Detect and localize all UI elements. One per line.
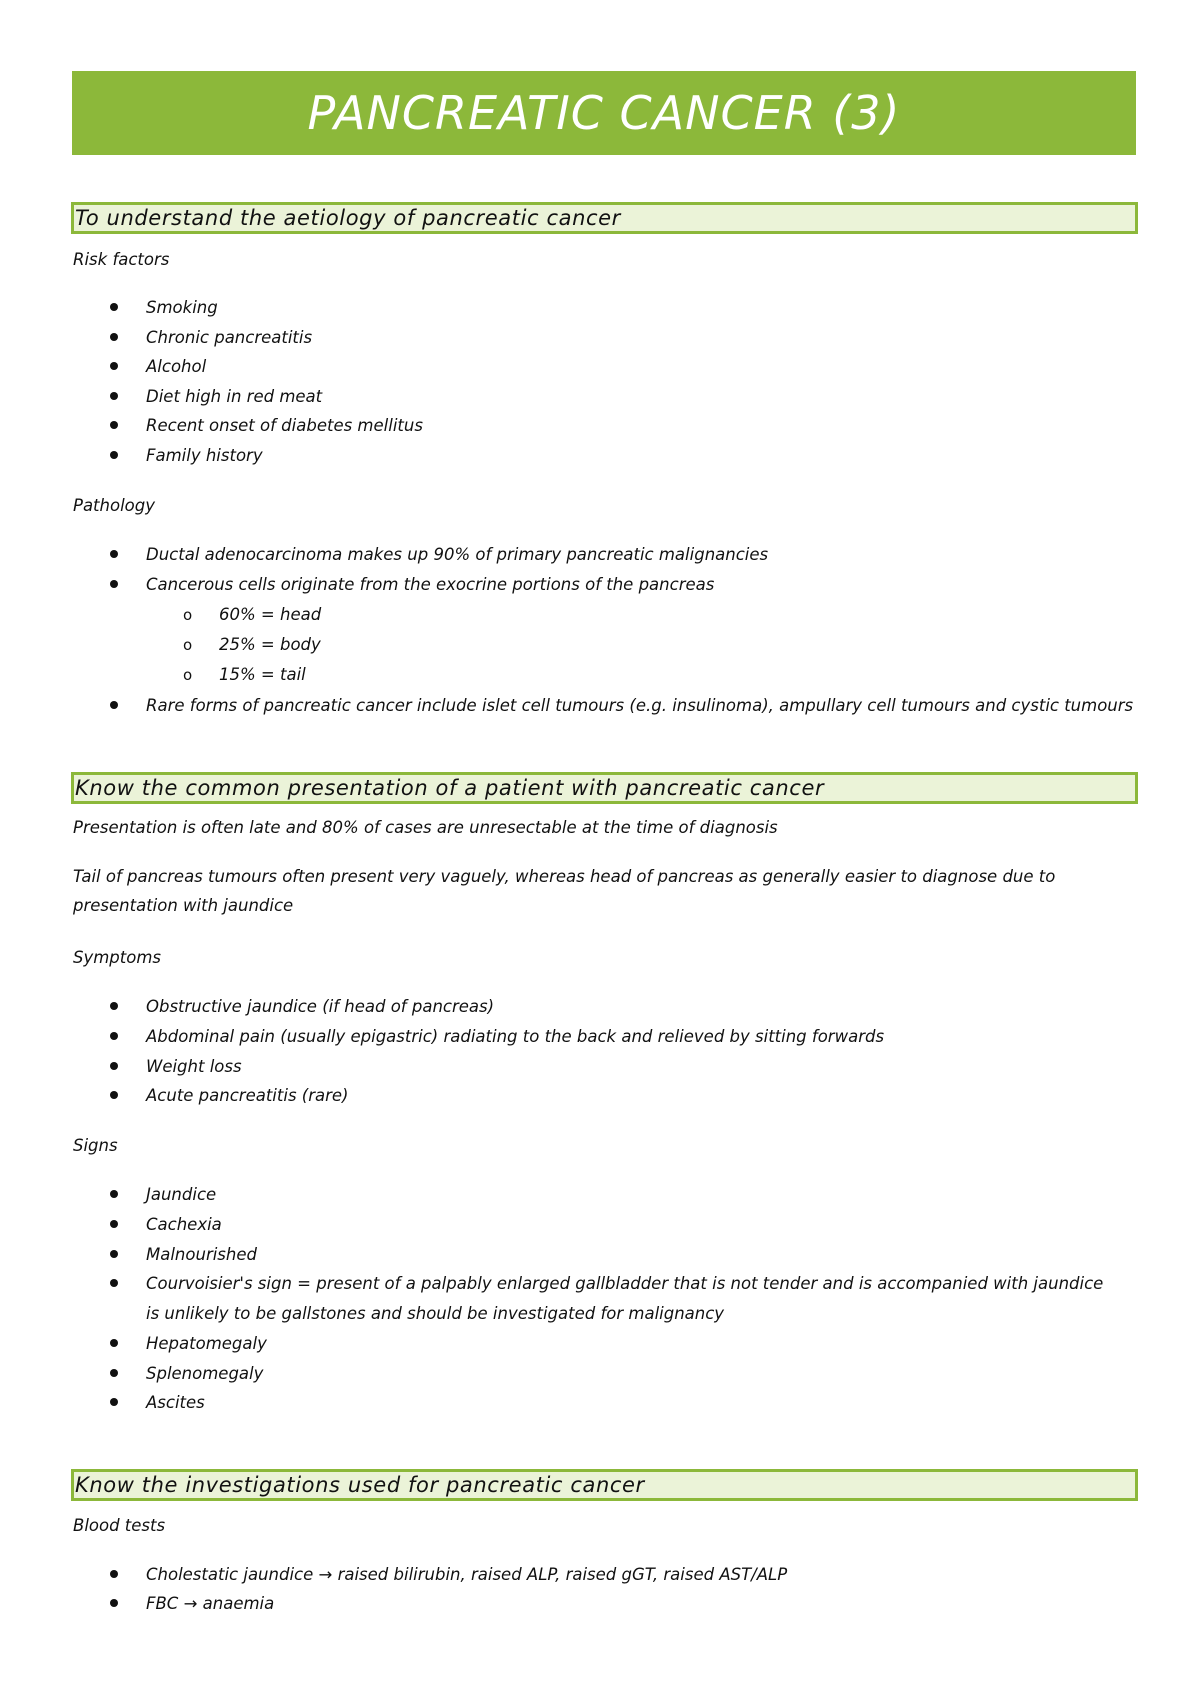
presentation-paragraph: Presentation is often late and 80% of cases are unresectable at the time of diagnosis xyxy=(73,818,778,837)
list-item: Smoking xyxy=(146,298,218,317)
section-heading-investigations: Know the investigations used for pancreatic cancer xyxy=(71,1469,1138,1501)
list-item: Weight loss xyxy=(146,1057,242,1076)
bullet-icon xyxy=(110,1062,118,1070)
section-heading-aetiology: To understand the aetiology of pancreatic cancer xyxy=(71,202,1138,234)
bullet-icon xyxy=(110,1339,118,1347)
bullet-icon xyxy=(110,1250,118,1258)
bullet-icon xyxy=(110,1369,118,1377)
sub-list-item: 25% = body xyxy=(219,635,321,654)
sub-bullet-icon: o xyxy=(183,666,193,684)
bullet-icon xyxy=(110,701,118,709)
list-item: Rare forms of pancreatic cancer include islet cell tumours (e.g. insulinoma), ampullary cell tumours and cystic tumours xyxy=(146,696,1134,715)
list-item: Abdominal pain (usually epigastric) radiating to the back and relieved by sitting forwards xyxy=(146,1027,885,1046)
bullet-icon xyxy=(110,550,118,558)
bullet-icon xyxy=(110,1599,118,1607)
bullet-icon xyxy=(110,1032,118,1040)
signs-label: Signs xyxy=(73,1136,118,1155)
list-item: Ductal adenocarcinoma makes up 90% of primary pancreatic malignancies xyxy=(146,545,769,564)
list-item: Cancerous cells originate from the exocrine portions of the pancreas xyxy=(146,575,715,594)
document-title: PANCREATIC CANCER (3) xyxy=(307,86,901,140)
list-item: Diet high in red meat xyxy=(146,387,323,406)
list-item: Hepatomegaly xyxy=(146,1334,267,1353)
bullet-icon xyxy=(110,1220,118,1228)
list-item: Splenomegaly xyxy=(146,1364,264,1383)
list-item: FBC → anaemia xyxy=(146,1594,275,1613)
blood-tests-label: Blood tests xyxy=(73,1516,166,1535)
symptoms-label: Symptoms xyxy=(73,948,162,967)
bullet-icon xyxy=(110,1279,118,1287)
bullet-icon xyxy=(110,1190,118,1198)
list-item: Recent onset of diabetes mellitus xyxy=(146,416,423,435)
pathology-label: Pathology xyxy=(73,496,156,515)
list-item: Family history xyxy=(146,446,263,465)
sub-list-item: 15% = tail xyxy=(219,665,306,684)
bullet-icon xyxy=(110,451,118,459)
bullet-icon xyxy=(110,303,118,311)
section-heading-presentation: Know the common presentation of a patient with pancreatic cancer xyxy=(71,772,1138,804)
bullet-icon xyxy=(110,1091,118,1099)
bullet-icon xyxy=(110,392,118,400)
tail-head-paragraph: Tail of pancreas tumours often present very vaguely, whereas head of pancreas as generally easier to diagnose due to presentation with jaundice xyxy=(73,867,1056,915)
risk-factors-label: Risk factors xyxy=(73,250,170,269)
list-item: Ascites xyxy=(146,1393,205,1412)
list-item: Chronic pancreatitis xyxy=(146,328,313,347)
sub-bullet-icon: o xyxy=(183,606,193,624)
bullet-icon xyxy=(110,1570,118,1578)
sub-list-item: 60% = head xyxy=(219,605,322,624)
title-banner xyxy=(72,71,1136,155)
sub-bullet-icon: o xyxy=(183,636,193,654)
list-item: Malnourished xyxy=(146,1245,257,1264)
list-item: Acute pancreatitis (rare) xyxy=(146,1086,349,1105)
list-item: Cholestatic jaundice → raised bilirubin, raised ALP, raised gGT, raised AST/ALP xyxy=(146,1565,788,1584)
list-item: Alcohol xyxy=(146,357,207,376)
list-item: Courvoisier's sign = present of a palpably enlarged gallbladder that is not tender and is accompanied with jaundice is unlikely to be gallstones and should be investigated for malignancy xyxy=(146,1274,1104,1323)
bullet-icon xyxy=(110,1398,118,1406)
bullet-icon xyxy=(110,580,118,588)
bullet-icon xyxy=(110,333,118,341)
bullet-icon xyxy=(110,362,118,370)
bullet-icon xyxy=(110,421,118,429)
list-item: Obstructive jaundice (if head of pancreas) xyxy=(146,997,495,1016)
list-item: Cachexia xyxy=(146,1215,222,1234)
list-item: Jaundice xyxy=(146,1185,217,1204)
bullet-icon xyxy=(110,1002,118,1010)
